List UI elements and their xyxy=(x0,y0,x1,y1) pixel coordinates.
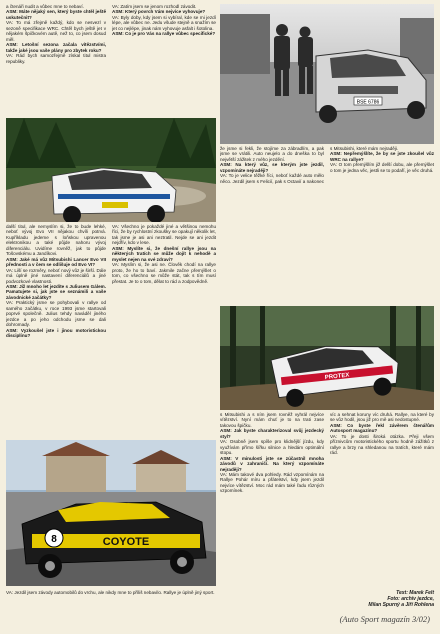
question-paragraph: ASM: Máte nějaký sen, který byste chtěl ještě uskutečnit? xyxy=(6,9,106,20)
photo-rally-car-forest-image xyxy=(6,118,216,222)
answer-paragraph: že jsme si řekli, že stojíme za zábradlím, a pak jsme se vrátili. Auto neujelo a do dneška to byl největší zážitek z mého jezdění. xyxy=(220,146,324,162)
answer-paragraph: VA: Rád bych samozřejmě získal titul mistra republiky. xyxy=(6,53,106,64)
answer-paragraph: VA: Všechno je pokaždé jiné a většinou nemohu říci, že by rychlostní zkoušky se opakují několik let, tak jsme je asi ani neztratil. Nejde se ani jezdit nejdřív, kdo v lese. xyxy=(112,224,216,246)
answer-paragraph: VA: To má zřejmě každý, kdo se nesvezl v sezoně specifikace WRC. Chtěl bych ještě jet v nějakém špičkovém autě, než to, co jsem dosud měl. xyxy=(6,20,106,42)
question-paragraph: ASM: Co je pro Vás na rallye vůbec specifické? xyxy=(112,31,216,37)
answer-paragraph: s Mitsubishi a s ním jsem rovněž vyhrál nejvíce vítězství. Nyní mám chuť je to na trati zase takovou špičku. xyxy=(220,412,324,428)
photo-credits xyxy=(304,590,434,609)
question-paragraph: ASM: Nepřemýšlíte, že by se jste zkoušel vůz WRC na rallye? xyxy=(330,151,434,162)
answer-paragraph: a čtenáři nudit a vůbec mne to nebaví. xyxy=(6,4,84,9)
credits-text-author: Text: Marek Felt xyxy=(396,590,434,596)
text-column-mid-right xyxy=(220,146,434,304)
license-plate: BSE 6786 xyxy=(356,99,380,106)
car-lettering-coyote: COYOTE xyxy=(102,536,150,548)
question-paragraph: ASM: Jak byste charakterizoval svůj jezdecký styl? xyxy=(220,428,324,439)
photo-rally-car-forest xyxy=(6,118,216,222)
photo-coyote-rally-car xyxy=(6,440,216,586)
question-paragraph: ASM: Na který vůz, se kterým jste jezdil, vzpomínáte nejraději? xyxy=(220,162,324,173)
text-column-bottom-left xyxy=(6,590,216,630)
question-paragraph: ASM: Letošní sezona začala vítězstvími, takže jaké jsou vaše plány pro zbytek roku? xyxy=(6,42,106,53)
question-paragraph: ASM: Vyzkoušel jste i jinou motoristickou disciplínu? xyxy=(6,327,106,339)
answer-paragraph: VA: O tom přemýšlím již delší dobu, ale přemýšlet o tom je jedna věc, jestli se to podaří, je věc druhá. xyxy=(330,162,434,173)
question-paragraph: ASM: Myslíte si, že dnešní rallye jsou na některých tratích se může dojít k nehodě a myslet nejen na své zdraví? xyxy=(112,245,216,262)
photo-drivers-with-car xyxy=(220,4,434,144)
magazine-source-note: (Auto Sport magazín 3/02) xyxy=(339,614,430,624)
credits-foto-line1: Foto: archiv jezdce, xyxy=(387,596,434,603)
question-paragraph: ASM: Který povrch Vám nejvíce vyhovuje? xyxy=(112,9,206,15)
photo-coyote-rally-car-image xyxy=(6,440,216,586)
answer-paragraph: další titul, ale nemyslím si, že to bude lehké, neboť vývoj Evo VII nějakou chvíli potrvá. Kupříkladu jedeme s loňskou upravenou elektronikou a také půjde nahoru vývoj diferenciálu. Uvidíme rovněž, jak to půjde Tošovskému a Jandíkovi. xyxy=(6,224,106,257)
answer-paragraph: VA: Praktický jsme se pohybovali v rallye od samého začátku, v roce 1993 jsme startovali poprvé společně. Julius tehdy naváděl jiného jezdce a po jeho odchodu jsme se dali dohromady. xyxy=(6,300,106,328)
answer-paragraph: VA: Zatím jsem se jenom rozhodl závodit. xyxy=(112,4,197,9)
answer-paragraph: víc a sehnat koruny víc druhá. Rallye, na které by se vůz hodil, jsou již pro mě asi nedostupné. xyxy=(330,412,434,423)
text-column-bottom-middle xyxy=(220,412,324,608)
photo-rally-car-jump-image xyxy=(220,306,434,410)
text-column-top-left xyxy=(6,4,106,116)
question-paragraph: ASM: Co byste řekl závěrem čtenářům Autosport magazínu? xyxy=(330,422,434,434)
answer-paragraph: VA: Mám takové dva pohledy. Rád vzpomínám na Rallye Pohár míru a přátelství, kdy jsem jezdil nejvíce vítězství. Moc rád mám také řadu různých vzpomínek. xyxy=(220,471,324,494)
text-column-top-middle xyxy=(112,4,216,116)
photo-drivers-with-car-image xyxy=(220,4,434,144)
question-paragraph: ASM: V minulosti jste se zúčastnil mnoha závodů v zahraničí. Na který vzpomínáte nejraději? xyxy=(220,455,324,472)
car-number: 8 xyxy=(51,534,57,545)
answer-paragraph: VA: To je velice těžké říci, neboť každé auto mělo něco. Jezdil jsem s Felicií, pak s Octavií a nakonec s Mitsubishi, které mám nejraději. xyxy=(220,146,399,184)
credits-foto-line2: Milan Spurný a Jiří Rohlena xyxy=(368,602,434,609)
answer-paragraph: VA: Byly doby, kdy jsem si vybíral, kde se mi jezdí lépe, ale vůbec ne. Jedu všude stejně a snažím se jet co nejlépe, jinak nám vyhovuje asfalt i šotolina. xyxy=(112,14,216,31)
answer-paragraph: VA: Jezdil jsem závody automobilů do vrchu, ale nikdy mne to příliš nebavilo. Rallye je úplně jiný sport. xyxy=(6,590,215,595)
text-column-bottom-right xyxy=(330,412,434,588)
question-paragraph: ASM: Jaké má vůz Mitsubishi Lancer Evo VII přednosti a v čem se odlišuje od Evo VI? xyxy=(6,256,106,268)
answer-paragraph: VA: To je dosti široká otázka. Přeji všem příznivcům motoristického sportu hodně zážitků z rallye a brzy na shledanou na tratích, které mám rád. xyxy=(330,433,434,456)
text-column-mid-left xyxy=(6,224,106,438)
answer-paragraph: VA: Osobně jsem spíše pro klidnější jízdu, kdy využívám přímo šířku silnice a hledám optimální stopu. xyxy=(220,439,324,456)
answer-paragraph: VA: Myslím si, že asi ne. Člověk chodí na rallye proto, že ho to baví. Jakmile začne přemýšlet o tom, co všechno se může stát, tak s tím musí přestat. Je to o tom, dělat to rád a zodpovědně. xyxy=(112,262,216,284)
car-lettering-protex: PROTEX xyxy=(324,372,350,382)
question-paragraph: ASM: Již mnoho let jezdíte s Juliusem Gálem. Pamatujete si, jak jste se seznámili a vaše závodnické začátky? xyxy=(6,283,106,300)
text-column-mid-middle xyxy=(112,224,216,438)
answer-paragraph: VA: Liší se rozměry, neboť nový vůz je širší. Dále má úplně jiné nastavení diferenciálů a jiné podvozkové vlastnosti. xyxy=(6,267,106,284)
photo-rally-car-jump xyxy=(220,306,434,410)
